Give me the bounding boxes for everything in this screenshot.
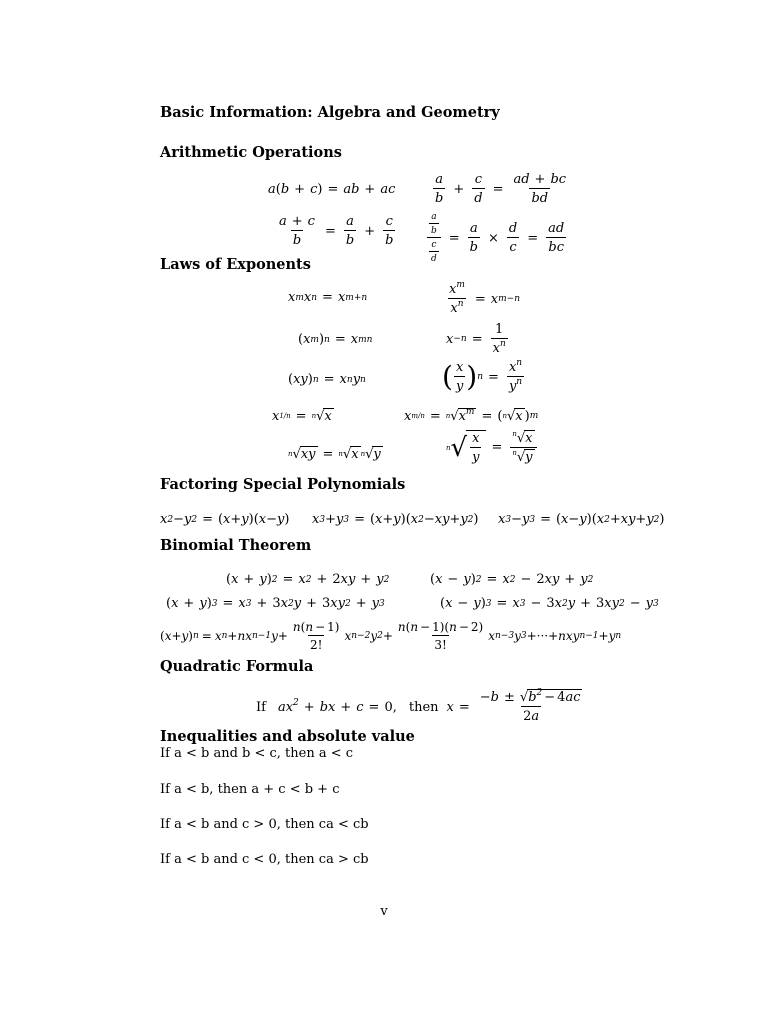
- page-number: v: [380, 904, 388, 919]
- formula-difference-of-squares: x 2 −y 2 = ( x+y )( x−y ): [160, 512, 290, 527]
- formula-square-of-sum: ( x + y ) 2 = x 2 + 2 xy + y 2: [226, 572, 390, 587]
- formula-square-of-difference: ( x − y ) 2 = x 2 − 2 xy + y 2: [430, 572, 594, 587]
- section-heading-arithmetic: Arithmetic Operations: [160, 144, 342, 161]
- formula-cube-of-sum: ( x + y ) 3 = x 3 + 3 x 2 y + 3 xy 2 + y 3: [166, 596, 385, 611]
- section-heading-inequalities: Inequalities and absolute value: [160, 728, 415, 745]
- formula-quadratic: If $ax^2$ + bx + c = 0, then x = $\frac{-b \pm √b^2 - 4ac}{2a}$: [256, 688, 581, 724]
- formula-root-of-quotient: n √ $\frac{x}{y}$ = $\frac{^n√x}{^n√y}$: [446, 430, 540, 465]
- quadratic-then-word: then: [408, 699, 439, 715]
- formula-fraction-split: $\frac{a + c}{b}$ = $\frac{a}{b}$ + $\frac{c}{b}$: [279, 214, 394, 248]
- formula-rational-exponent: x m/n = n √ $x^m$ = ( n √ x ) m: [404, 407, 539, 424]
- inequality-rule-negative-multiplication: If a < b and c < 0, then ca > cb: [160, 852, 369, 867]
- formula-binomial-expansion: ( x+y ) n = x n +nx n−1 y+ $\frac{n(n - 1)}{2!}$ x n−2 y 2 + $\frac{n(n - 1)(n - 2)}{3!}$ x n−3 y 3 + ··· +nxy n−1 +y n: [160, 620, 622, 652]
- formula-negative-exponent: x −n = $\frac{1}{x^n}$: [446, 322, 506, 356]
- formula-difference-of-cubes: x 3 −y 3 = ( x−y )( x 2 +xy+y 2 ): [498, 512, 665, 527]
- formula-fraction-division: $\frac{\frac{a}{b}}{\frac{c}{d}}$ = $\frac{a}{b}$ × $\frac{d}{c}$ = $\frac{ad}{bc}$: [424, 212, 569, 264]
- formula-root-of-product: n √ xy = n √ x n √ y: [288, 446, 381, 462]
- section-heading-quadratic: Quadratic Formula: [160, 658, 314, 675]
- section-heading-factoring: Factoring Special Polynomials: [160, 476, 406, 493]
- formula-power-of-quotient: ( $\frac{x}{y}$ ) n = $\frac{x^n}{y^n}$: [442, 358, 523, 394]
- inequality-rule-addition: If a < b, then a + c < b + c: [160, 782, 340, 797]
- quadratic-if-word: If: [256, 699, 266, 715]
- formula-power-of-power: ( x m ) n = x mn: [298, 332, 373, 347]
- section-heading-binomial: Binomial Theorem: [160, 537, 312, 554]
- formula-fractional-exponent: x 1/n = n √ x: [272, 408, 332, 424]
- formula-power-of-product: ( xy ) n = x n y n: [288, 372, 366, 387]
- inequality-rule-positive-multiplication: If a < b and c > 0, then ca < cb: [160, 817, 369, 832]
- section-heading-exponents: Laws of Exponents: [160, 256, 311, 273]
- formula-quotient-of-powers: $\frac{x^m}{x^n}$ = x m−n: [449, 280, 521, 316]
- formula-cube-of-difference: ( x − y ) 3 = x 3 − 3 x 2 y + 3 xy 2 − y 3: [440, 596, 659, 611]
- formula-product-of-powers: x m x n = x m+n: [288, 290, 368, 305]
- formula-fraction-sum: $\frac{a}{b}$ + $\frac{c}{d}$ = $\frac{ad + bc}{bd}$: [435, 172, 567, 206]
- formula-distributive: a ( b + c ) = ab + ac: [268, 182, 396, 197]
- inequality-rule-transitive: If a < b and b < c, then a < c: [160, 746, 354, 761]
- page-title: Basic Information: Algebra and Geometry: [160, 104, 500, 121]
- formula-sum-of-cubes: x 3 +y 3 = ( x+y )( x 2 −xy+y 2 ): [312, 512, 479, 527]
